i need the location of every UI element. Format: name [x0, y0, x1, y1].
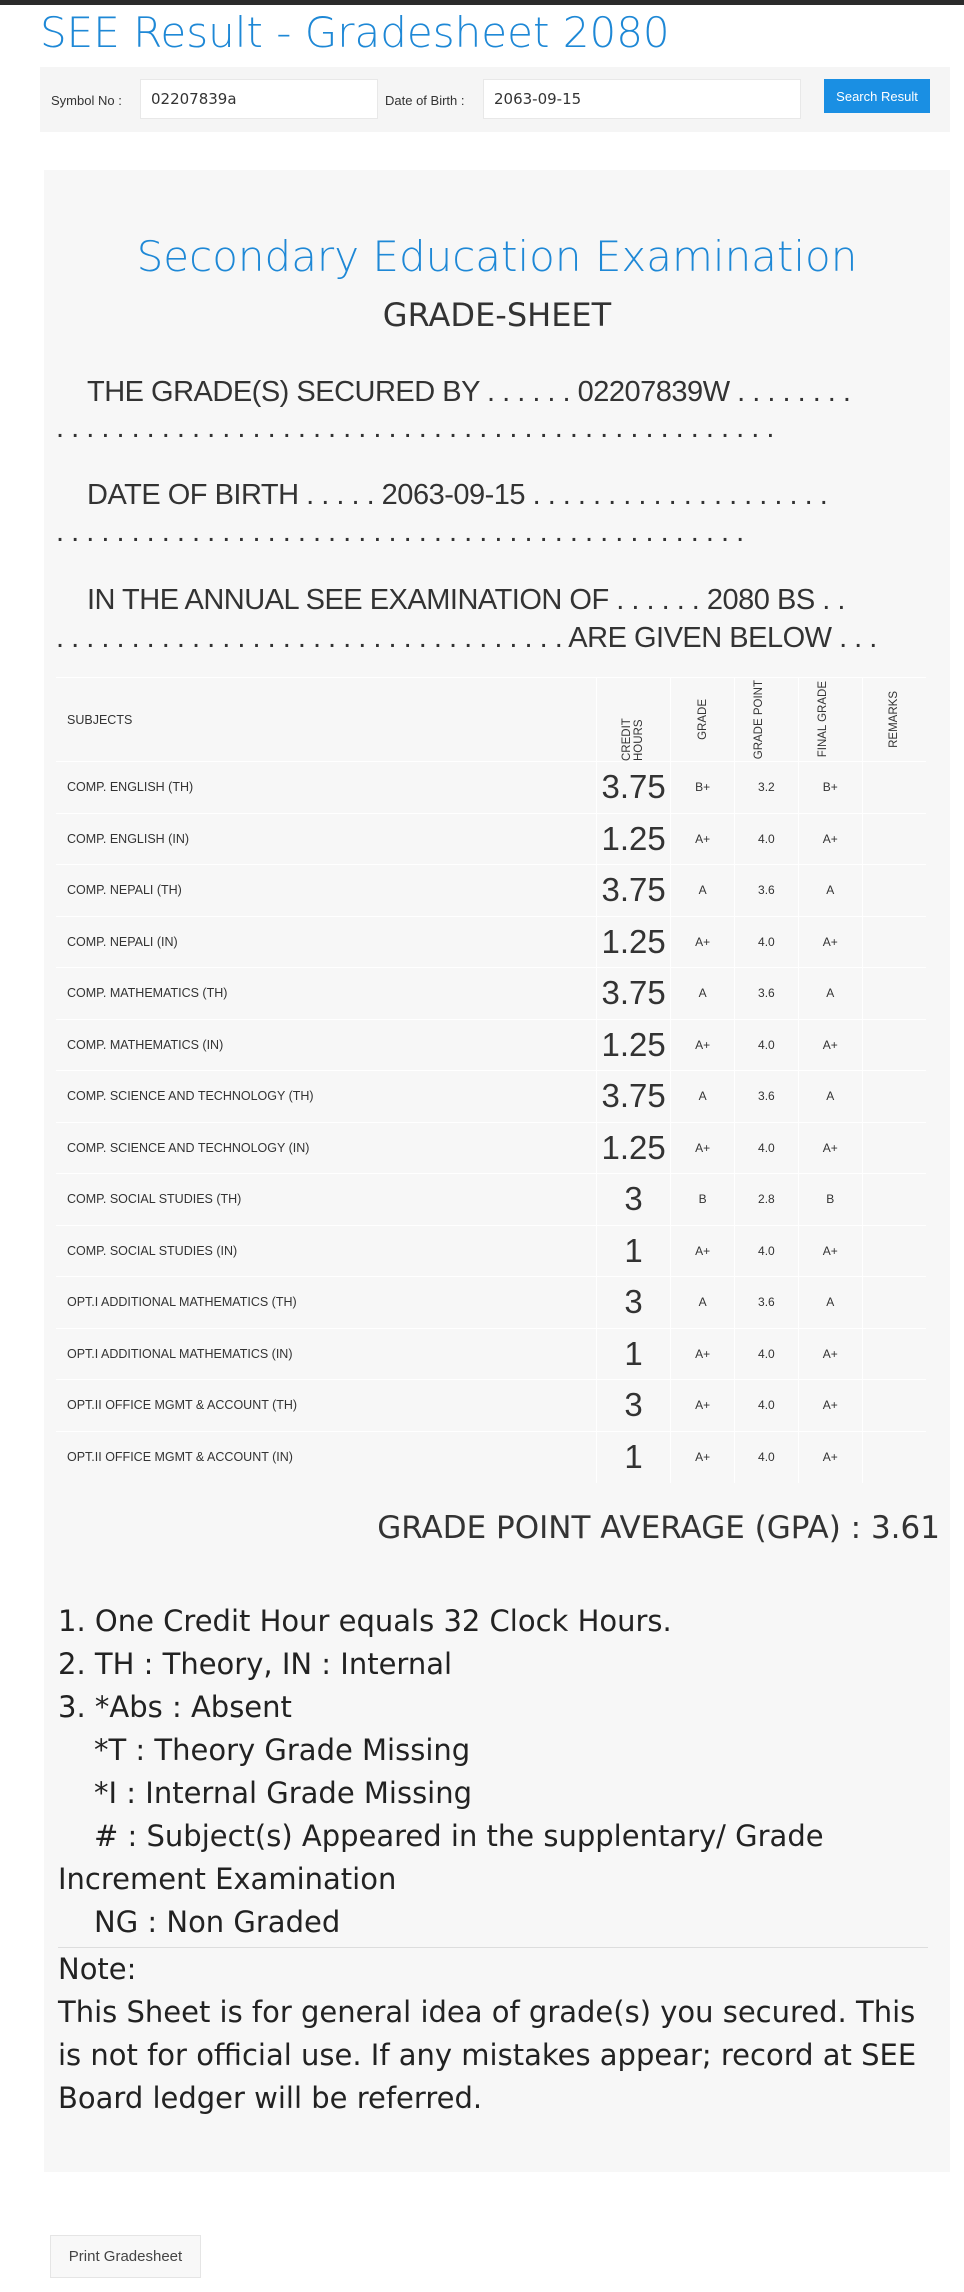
grade-point-cell: 4.0 [734, 1431, 798, 1483]
symbol-label: Symbol No : [51, 93, 122, 108]
print-gradesheet-button[interactable]: Print Gradesheet [50, 2235, 201, 2278]
remarks-cell [862, 968, 926, 1020]
gpa-text: GRADE POINT AVERAGE (GPA) : 3.61 [377, 1510, 940, 1546]
final-grade-cell: A [798, 968, 862, 1020]
grade-cell: A+ [671, 1019, 735, 1071]
credit-hours-cell: 3.75 [597, 968, 671, 1020]
grade-point-cell: 4.0 [734, 1380, 798, 1432]
grade-cell: A [671, 968, 735, 1020]
credit-hours-cell: 3.75 [597, 762, 671, 814]
final-grade-cell: A [798, 1277, 862, 1329]
final-grade-cell: A+ [798, 813, 862, 865]
final-grade-cell: A [798, 1071, 862, 1123]
dob-input[interactable] [483, 79, 801, 119]
final-grade-cell: A+ [798, 1122, 862, 1174]
subject-cell: COMP. MATHEMATICS (IN) [56, 1019, 597, 1071]
subject-cell: COMP. MATHEMATICS (TH) [56, 968, 597, 1020]
table-row [56, 1225, 926, 1277]
subject-cell: OPT.I ADDITIONAL MATHEMATICS (IN) [56, 1328, 597, 1380]
grade-cell: A+ [671, 1328, 735, 1380]
note-item: NG : Non Graded [94, 1905, 341, 1939]
table-row [56, 1174, 926, 1226]
remarks-cell [862, 762, 926, 814]
table-row [56, 1277, 926, 1329]
subject-cell: OPT.II OFFICE MGMT & ACCOUNT (TH) [56, 1380, 597, 1432]
grade-point-cell: 4.0 [734, 916, 798, 968]
grade-cell: A+ [671, 1225, 735, 1277]
table-row [56, 968, 926, 1020]
header-credit-hours: CREDIT HOURS [620, 718, 645, 761]
subject-cell: COMP. SOCIAL STUDIES (TH) [56, 1174, 597, 1226]
remarks-cell [862, 1225, 926, 1277]
table-row [56, 1431, 926, 1483]
note-label: Note: [58, 1952, 137, 1986]
grade-cell: A+ [671, 1431, 735, 1483]
subject-cell: COMP. NEPALI (TH) [56, 865, 597, 917]
grade-cell: A [671, 1071, 735, 1123]
dotted-line: . . . . . . . . . . . . . . . . . . . . . . . . . . . . . . . . . . . . . . . . . . . . . . . . [56, 412, 774, 444]
note-item: 2. TH : Theory, IN : Internal [58, 1647, 453, 1681]
credit-hours-cell: 1.25 [597, 1019, 671, 1071]
credit-hours-cell: 1 [597, 1431, 671, 1483]
note-item: Increment Examination [58, 1862, 397, 1896]
credit-hours-cell: 3.75 [597, 865, 671, 917]
credit-hours-cell: 3 [597, 1380, 671, 1432]
subject-cell: COMP. NEPALI (IN) [56, 916, 597, 968]
credit-hours-cell: 3 [597, 1174, 671, 1226]
grade-cell: A+ [671, 916, 735, 968]
grade-cell: B+ [671, 762, 735, 814]
credit-hours-cell: 1 [597, 1225, 671, 1277]
table-row [56, 1122, 926, 1174]
table-row [56, 1328, 926, 1380]
secured-by-line: THE GRADE(S) SECURED BY . . . . . . 02207839W . . . . . . . . [87, 376, 851, 408]
grade-point-cell: 3.6 [734, 1071, 798, 1123]
remarks-cell [862, 1019, 926, 1071]
remarks-cell [862, 1328, 926, 1380]
remarks-cell [862, 1071, 926, 1123]
credit-hours-cell: 3 [597, 1277, 671, 1329]
grade-point-cell: 3.6 [734, 968, 798, 1020]
grade-cell: A [671, 1277, 735, 1329]
final-grade-cell: A+ [798, 916, 862, 968]
search-form [40, 67, 950, 132]
table-row [56, 1380, 926, 1432]
header-grade: GRADE [696, 699, 709, 740]
header-final-grade: FINAL GRADE [817, 681, 830, 758]
grade-cell: A+ [671, 813, 735, 865]
gradesheet-heading: GRADE-SHEET [382, 296, 612, 334]
final-grade-cell: A+ [798, 1225, 862, 1277]
grade-point-cell: 3.6 [734, 1277, 798, 1329]
final-grade-cell: A+ [798, 1328, 862, 1380]
final-grade-cell: A+ [798, 1019, 862, 1071]
final-grade-cell: A+ [798, 1380, 862, 1432]
exam-line: IN THE ANNUAL SEE EXAMINATION OF . . . . . . 2080 BS . . [87, 584, 845, 616]
note-item: *T : Theory Grade Missing [94, 1733, 471, 1767]
subject-cell: COMP. SCIENCE AND TECHNOLOGY (TH) [56, 1071, 597, 1123]
remarks-cell [862, 1431, 926, 1483]
header-remarks: REMARKS [888, 691, 901, 748]
remarks-cell [862, 916, 926, 968]
grade-point-cell: 4.0 [734, 1019, 798, 1071]
remarks-cell [862, 1380, 926, 1432]
credit-hours-cell: 3.75 [597, 1071, 671, 1123]
remarks-cell [862, 813, 926, 865]
header-grade-point: GRADE POINT [753, 679, 766, 760]
table-row [56, 1071, 926, 1123]
grade-point-cell: 4.0 [734, 813, 798, 865]
final-grade-cell: A+ [798, 1431, 862, 1483]
note-item: *I : Internal Grade Missing [94, 1776, 473, 1810]
subject-cell: OPT.II OFFICE MGMT & ACCOUNT (IN) [56, 1431, 597, 1483]
dob-label: Date of Birth : [385, 93, 465, 108]
given-below-line: . . . . . . . . . . . . . . . . . . . . . . . . . . . . . . . . . . ARE GIVEN BELOW . . . [56, 622, 877, 654]
note-item: 1. One Credit Hour equals 32 Clock Hours. [58, 1604, 672, 1638]
grade-cell: A [671, 865, 735, 917]
header-subjects: SUBJECTS [56, 678, 597, 762]
note-item: 3. *Abs : Absent [58, 1690, 292, 1724]
grade-point-cell: 2.8 [734, 1174, 798, 1226]
final-grade-cell: B+ [798, 762, 862, 814]
final-grade-cell: A [798, 865, 862, 917]
grade-point-cell: 3.6 [734, 865, 798, 917]
symbol-input[interactable] [140, 79, 378, 119]
remarks-cell [862, 1277, 926, 1329]
browser-top-bar [0, 0, 964, 5]
subject-cell: COMP. ENGLISH (IN) [56, 813, 597, 865]
table-row [56, 1019, 926, 1071]
grade-point-cell: 4.0 [734, 1225, 798, 1277]
credit-hours-cell: 1.25 [597, 813, 671, 865]
subject-cell: OPT.I ADDITIONAL MATHEMATICS (TH) [56, 1277, 597, 1329]
grade-point-cell: 4.0 [734, 1122, 798, 1174]
table-row [56, 813, 926, 865]
note-item: # : Subject(s) Appeared in the supplentary/ Grade [94, 1819, 824, 1853]
table-row [56, 865, 926, 917]
grade-table [56, 677, 926, 1483]
remarks-cell [862, 865, 926, 917]
dob-line: DATE OF BIRTH . . . . . 2063-09-15 . . . . . . . . . . . . . . . . . . . . [87, 479, 828, 511]
notes-section [58, 1600, 928, 2120]
subject-cell: COMP. SCIENCE AND TECHNOLOGY (IN) [56, 1122, 597, 1174]
note-text: This Sheet is for general idea of grade(s) you secured. This is not for official use. If any mistakes appear; record at SEE Board ledger will be referred. [58, 1995, 917, 2115]
credit-hours-cell: 1.25 [597, 1122, 671, 1174]
final-grade-cell: B [798, 1174, 862, 1226]
grade-cell: A+ [671, 1122, 735, 1174]
dotted-line: . . . . . . . . . . . . . . . . . . . . . . . . . . . . . . . . . . . . . . . . . . . . . . [56, 516, 744, 548]
subject-cell: COMP. SOCIAL STUDIES (IN) [56, 1225, 597, 1277]
subject-cell: COMP. ENGLISH (TH) [56, 762, 597, 814]
credit-hours-cell: 1 [597, 1328, 671, 1380]
remarks-cell [862, 1122, 926, 1174]
table-header-row [56, 678, 926, 762]
grade-point-cell: 4.0 [734, 1328, 798, 1380]
page-title: SEE Result - Gradesheet 2080 [40, 8, 670, 57]
grade-cell: B [671, 1174, 735, 1226]
grade-point-cell: 3.2 [734, 762, 798, 814]
remarks-cell [862, 1174, 926, 1226]
table-row [56, 916, 926, 968]
table-row [56, 762, 926, 814]
grade-cell: A+ [671, 1380, 735, 1432]
exam-heading: Secondary Education Examination [136, 232, 858, 281]
search-result-button[interactable]: Search Result [824, 79, 930, 113]
credit-hours-cell: 1.25 [597, 916, 671, 968]
